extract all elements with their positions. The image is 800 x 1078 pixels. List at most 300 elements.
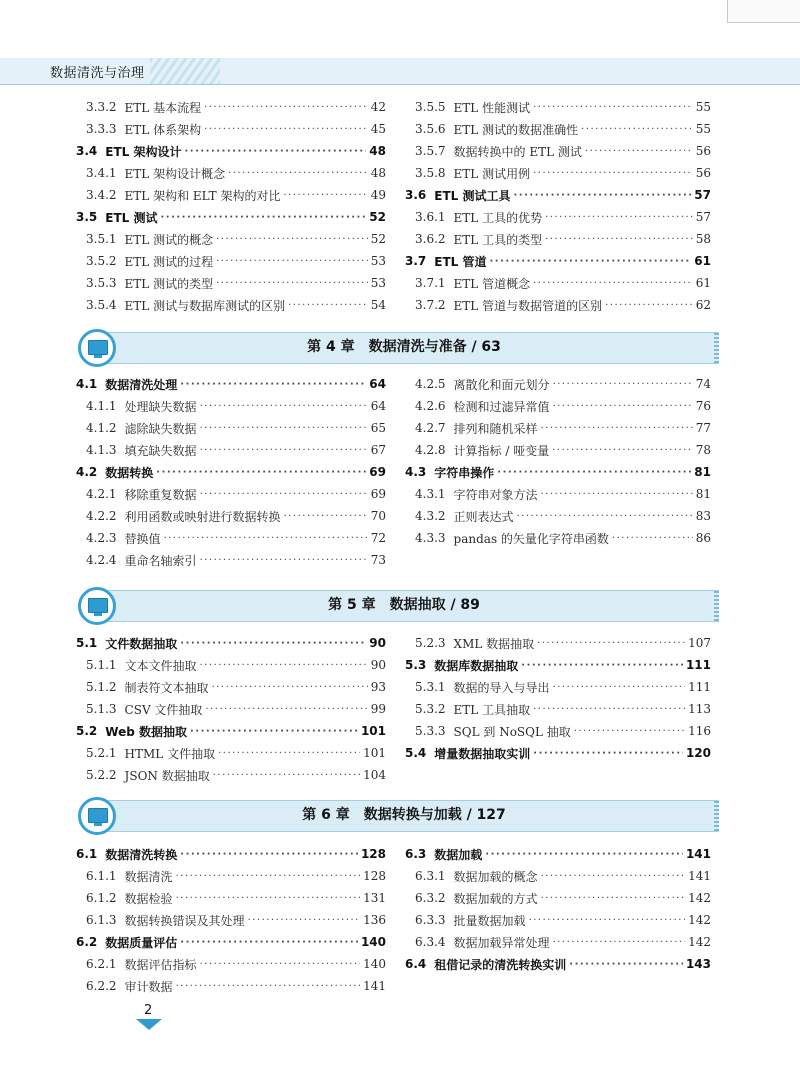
toc-entry-number: 6.3.2 (415, 891, 446, 905)
toc-subsection-entry (405, 865, 711, 887)
toc-leader-dots (574, 726, 685, 737)
toc-leader-dots (552, 445, 692, 456)
toc-section-entry (405, 461, 711, 483)
toc-subsection-entry (405, 118, 711, 140)
toc-leader-dots (581, 124, 693, 135)
toc-entry-number: 4.2.3 (86, 531, 117, 545)
page-tab-corner (727, 0, 800, 23)
toc-leader-dots (489, 256, 691, 267)
toc-leader-dots (533, 278, 693, 289)
toc-entry-number: 6.4 (405, 957, 427, 971)
toc-entry-page: 67 (370, 443, 386, 457)
toc-subsection-entry (405, 632, 711, 654)
toc-entry-number: 3.5.4 (86, 298, 117, 312)
toc-subsection-entry (405, 676, 711, 698)
toc-subsection-entry (405, 931, 711, 953)
toc-leader-dots (212, 682, 368, 693)
toc-entry-page: 48 (370, 166, 386, 180)
toc-entry-page: 113 (688, 702, 711, 716)
toc-entry-title: pandas 的矢量化字符串函数 (453, 531, 609, 546)
toc-entry-title: 排列和随机采样 (453, 421, 538, 436)
toc-subsection-entry (76, 549, 386, 571)
toc-entry-title: 正则表达式 (453, 509, 514, 524)
toc-subsection-entry (76, 294, 386, 316)
toc-subsection-entry (405, 272, 711, 294)
toc-leader-dots (200, 401, 368, 412)
toc-leader-dots (541, 893, 686, 904)
toc-leader-dots (200, 445, 368, 456)
toc-subsection-entry (405, 439, 711, 461)
toc-section-entry (76, 206, 386, 228)
toc-entry-number: 4.1 (76, 377, 98, 391)
toc-entry-title: 处理缺失数据 (124, 399, 197, 414)
toc-section-entry (405, 843, 711, 865)
toc-entry-title: ETL 测试的概念 (124, 232, 214, 247)
toc-section-entry (405, 953, 711, 975)
toc-leader-dots (283, 190, 367, 201)
toc-entry-title: 数据清洗转换 (105, 847, 178, 862)
toc-col-ch5-left (76, 632, 386, 786)
toc-subsection-entry (76, 395, 386, 417)
toc-leader-dots (529, 915, 686, 926)
toc-leader-dots (541, 423, 693, 434)
toc-entry-title: 数据加载的方式 (453, 891, 538, 906)
toc-subsection-entry (405, 228, 711, 250)
toc-entry-page: 131 (363, 891, 386, 905)
toc-leader-dots (517, 511, 693, 522)
toc-entry-title: ETL 测试的数据准确性 (453, 122, 579, 137)
toc-entry-title: 制表符文本抽取 (124, 680, 209, 695)
toc-section-entry (76, 931, 386, 953)
toc-entry-number: 6.2.2 (86, 979, 117, 993)
toc-entry-title: ETL 体系架构 (124, 122, 202, 137)
toc-entry-number: 6.3.4 (415, 935, 446, 949)
toc-subsection-entry (76, 676, 386, 698)
toc-leader-dots (545, 234, 693, 245)
toc-entry-number: 4.3.2 (415, 509, 446, 523)
toc-entry-number: 6.3 (405, 847, 427, 861)
toc-entry-page: 93 (370, 680, 386, 694)
toc-entry-page: 70 (370, 509, 386, 523)
toc-leader-dots (533, 102, 693, 113)
toc-subsection-entry (405, 206, 711, 228)
toc-leader-dots (216, 256, 368, 267)
toc-subsection-entry (76, 439, 386, 461)
toc-subsection-entry (76, 865, 386, 887)
toc-leader-dots (200, 959, 361, 970)
toc-subsection-entry (405, 395, 711, 417)
toc-entry-page: 57 (695, 210, 711, 224)
toc-entry-number: 3.5 (76, 210, 98, 224)
toc-entry-title: ETL 管道概念 (453, 276, 531, 291)
toc-col-ch4-left (76, 373, 386, 571)
toc-entry-page: 104 (363, 768, 386, 782)
toc-entry-number: 4.3.1 (415, 487, 446, 501)
toc-entry-number: 5.1.3 (86, 702, 117, 716)
toc-entry-page: 128 (363, 869, 386, 883)
toc-subsection-entry (405, 698, 711, 720)
toc-entry-title: 数据加载 (434, 847, 483, 862)
toc-entry-title: 增量数据抽取实训 (434, 746, 531, 761)
toc-entry-number: 5.3 (405, 658, 427, 672)
toc-entry-number: 4.1.1 (86, 399, 117, 413)
toc-subsection-entry (405, 96, 711, 118)
toc-entry-title: ETL 测试工具 (434, 188, 511, 203)
toc-entry-number: 4.2.2 (86, 509, 117, 523)
toc-entry-page: 64 (369, 377, 386, 391)
toc-leader-dots (218, 748, 360, 759)
toc-entry-title: 数据转换 (105, 465, 154, 480)
toc-leader-dots (553, 682, 686, 693)
toc-entry-number: 5.4 (405, 746, 427, 760)
toc-entry-page: 55 (695, 100, 711, 114)
toc-entry-title: 替换值 (124, 531, 161, 546)
toc-entry-number: 4.3 (405, 465, 427, 479)
toc-leader-dots (164, 533, 368, 544)
toc-leader-dots (204, 124, 368, 135)
toc-leader-dots (184, 146, 366, 157)
toc-subsection-entry (76, 505, 386, 527)
toc-entry-page: 74 (695, 377, 711, 391)
toc-leader-dots (513, 190, 691, 201)
toc-entry-page: 77 (695, 421, 711, 435)
toc-subsection-entry (76, 184, 386, 206)
toc-entry-number: 3.5.6 (415, 122, 446, 136)
toc-entry-title: ETL 测试的类型 (124, 276, 214, 291)
toc-entry-number: 5.3.1 (415, 680, 446, 694)
toc-entry-number: 5.3.3 (415, 724, 446, 738)
toc-entry-number: 4.2.1 (86, 487, 117, 501)
toc-entry-title: 数据清洗 (124, 869, 173, 884)
toc-entry-title: 检测和过滤异常值 (453, 399, 550, 414)
toc-section-entry (76, 720, 386, 742)
toc-leader-dots (533, 704, 685, 715)
toc-entry-number: 5.1.1 (86, 658, 117, 672)
toc-leader-dots (180, 937, 358, 948)
toc-entry-page: 64 (370, 399, 386, 413)
toc-subsection-entry (76, 272, 386, 294)
toc-entry-page: 81 (695, 487, 711, 501)
toc-entry-title: 文件数据抽取 (105, 636, 178, 651)
toc-entry-number: 3.6 (405, 188, 427, 202)
toc-col-ch5-right (405, 632, 711, 764)
toc-entry-title: ETL 测试的过程 (124, 254, 214, 269)
toc-leader-dots (213, 770, 360, 781)
chapter-4-banner (78, 329, 718, 367)
toc-section-entry (405, 250, 711, 272)
toc-entry-page: 56 (695, 166, 711, 180)
toc-entry-number: 3.4 (76, 144, 98, 158)
toc-leader-dots (205, 704, 367, 715)
chapter-5-banner (78, 587, 718, 625)
toc-entry-page: 101 (363, 746, 386, 760)
toc-col-ch6-left (76, 843, 386, 997)
toc-entry-title: Web 数据抽取 (105, 724, 187, 739)
toc-entry-page: 141 (688, 869, 711, 883)
toc-entry-number: 5.2.3 (415, 636, 446, 650)
toc-leader-dots (228, 168, 368, 179)
toc-entry-number: 3.3.3 (86, 122, 117, 136)
toc-entry-page: 128 (360, 847, 386, 861)
toc-entry-number: 4.2.8 (415, 443, 446, 457)
toc-leader-dots (160, 212, 366, 223)
toc-leader-dots (284, 511, 368, 522)
toc-subsection-entry (405, 720, 711, 742)
toc-entry-page: 58 (695, 232, 711, 246)
toc-entry-number: 6.1.2 (86, 891, 117, 905)
toc-leader-dots (545, 212, 693, 223)
running-header-title: 数据清洗与治理 (50, 66, 145, 81)
toc-entry-number: 3.3.2 (86, 100, 117, 114)
toc-entry-page: 52 (370, 232, 386, 246)
toc-subsection-entry (76, 483, 386, 505)
page-marker-triangle-icon (136, 1019, 162, 1030)
toc-entry-page: 142 (688, 935, 711, 949)
toc-entry-page: 81 (694, 465, 711, 479)
toc-entry-number: 3.6.1 (415, 210, 446, 224)
toc-leader-dots (180, 638, 366, 649)
page-number: 2 (144, 1003, 153, 1018)
toc-entry-title: ETL 管道 (434, 254, 487, 269)
toc-entry-title: 数据转换错误及其处理 (124, 913, 245, 928)
toc-entry-page: 61 (695, 276, 711, 290)
toc-leader-dots (248, 915, 361, 926)
toc-entry-title: ETL 架构设计概念 (124, 166, 226, 181)
toc-section-entry (76, 632, 386, 654)
toc-entry-page: 140 (360, 935, 386, 949)
toc-entry-title: 滤除缺失数据 (124, 421, 197, 436)
toc-entry-page: 99 (370, 702, 386, 716)
toc-entry-page: 111 (688, 680, 711, 694)
toc-entry-page: 90 (369, 636, 386, 650)
toc-leader-dots (533, 748, 683, 759)
toc-subsection-entry (405, 162, 711, 184)
toc-entry-title: 批量数据加载 (453, 913, 526, 928)
toc-entry-title: CSV 文件抽取 (124, 702, 203, 717)
toc-entry-page: 53 (370, 254, 386, 268)
toc-section-entry (405, 742, 711, 764)
toc-leader-dots (541, 489, 693, 500)
toc-subsection-entry (76, 654, 386, 676)
toc-entry-page: 57 (694, 188, 711, 202)
toc-entry-number: 6.1.1 (86, 869, 117, 883)
toc-subsection-entry (405, 527, 711, 549)
toc-entry-title: 数据的导入与导出 (453, 680, 550, 695)
toc-leader-dots (180, 379, 366, 390)
toc-entry-number: 5.1 (76, 636, 98, 650)
toc-leader-dots (200, 555, 368, 566)
toc-entry-page: 62 (695, 298, 711, 312)
toc-entry-title: ETL 测试用例 (453, 166, 531, 181)
toc-leader-dots (288, 300, 368, 311)
toc-entry-number: 4.1.3 (86, 443, 117, 457)
toc-leader-dots (216, 234, 368, 245)
toc-subsection-entry (405, 294, 711, 316)
toc-entry-title: 数据清洗处理 (105, 377, 178, 392)
toc-entry-title: 数据库数据抽取 (434, 658, 519, 673)
toc-entry-title: 离散化和面元划分 (453, 377, 550, 392)
toc-leader-dots (485, 849, 683, 860)
toc-entry-title: 审计数据 (124, 979, 173, 994)
toc-col-block1-right (405, 96, 711, 316)
toc-entry-number: 4.2 (76, 465, 98, 479)
toc-entry-page: 78 (695, 443, 711, 457)
toc-entry-number: 3.7 (405, 254, 427, 268)
toc-entry-number: 3.5.2 (86, 254, 117, 268)
toc-subsection-entry (405, 373, 711, 395)
toc-leader-dots (216, 278, 368, 289)
toc-entry-page: 56 (695, 144, 711, 158)
toc-entry-page: 65 (370, 421, 386, 435)
toc-entry-title: 重命名轴索引 (124, 553, 197, 568)
toc-section-entry (76, 843, 386, 865)
toc-leader-dots (533, 168, 693, 179)
toc-entry-number: 3.4.2 (86, 188, 117, 202)
toc-entry-number: 6.1 (76, 847, 98, 861)
toc-subsection-entry (405, 417, 711, 439)
toc-entry-page: 111 (685, 658, 711, 672)
toc-subsection-entry (76, 118, 386, 140)
toc-entry-number: 4.2.5 (415, 377, 446, 391)
chapter-5-title: 第 5 章 数据抽取 / 89 (328, 597, 480, 613)
toc-entry-title: 字符串对象方法 (453, 487, 538, 502)
toc-leader-dots (204, 102, 368, 113)
toc-entry-title: SQL 到 NoSQL 抽取 (453, 724, 571, 739)
toc-leader-dots (176, 871, 361, 882)
toc-entry-number: 6.1.3 (86, 913, 117, 927)
toc-entry-title: ETL 管道与数据管道的区别 (453, 298, 603, 313)
toc-leader-dots (585, 146, 693, 157)
toc-entry-page: 107 (688, 636, 711, 650)
toc-entry-page: 141 (685, 847, 711, 861)
toc-entry-number: 5.2.2 (86, 768, 117, 782)
toc-entry-title: ETL 工具的类型 (453, 232, 543, 247)
toc-entry-page: 142 (688, 913, 711, 927)
toc-subsection-entry (405, 140, 711, 162)
toc-entry-page: 86 (695, 531, 711, 545)
toc-entry-page: 61 (694, 254, 711, 268)
toc-entry-title: ETL 架构和 ELT 架构的对比 (124, 188, 281, 203)
toc-entry-title: 字符串操作 (434, 465, 495, 480)
chapter-6-title: 第 6 章 数据转换与加载 / 127 (302, 807, 506, 823)
chapter-4-title: 第 4 章 数据清洗与准备 / 63 (307, 339, 501, 355)
toc-leader-dots (553, 401, 693, 412)
toc-entry-page: 90 (370, 658, 386, 672)
toc-entry-title: 利用函数或映射进行数据转换 (124, 509, 281, 524)
toc-entry-page: 76 (695, 399, 711, 413)
toc-entry-page: 141 (363, 979, 386, 993)
toc-entry-page: 69 (370, 487, 386, 501)
toc-subsection-entry (76, 975, 386, 997)
toc-entry-title: 租借记录的清洗转换实训 (434, 957, 567, 972)
toc-entry-page: 116 (688, 724, 711, 738)
toc-leader-dots (156, 467, 366, 478)
toc-leader-dots (612, 533, 693, 544)
toc-leader-dots (553, 937, 686, 948)
toc-leader-dots (541, 871, 686, 882)
toc-entry-number: 5.2 (76, 724, 98, 738)
toc-entry-page: 54 (370, 298, 386, 312)
toc-leader-dots (200, 660, 368, 671)
toc-entry-title: 计算指标 / 哑变量 (453, 443, 550, 458)
chapter-6-banner (78, 797, 718, 835)
toc-leader-dots (537, 638, 685, 649)
toc-entry-page: 48 (369, 144, 386, 158)
toc-entry-title: 填充缺失数据 (124, 443, 197, 458)
toc-entry-page: 101 (360, 724, 386, 738)
toc-entry-number: 6.2 (76, 935, 98, 949)
toc-subsection-entry (76, 742, 386, 764)
toc-leader-dots (553, 379, 693, 390)
toc-entry-title: 数据质量评估 (105, 935, 178, 950)
toc-subsection-entry (76, 887, 386, 909)
toc-col-block1-left (76, 96, 386, 316)
toc-subsection-entry (405, 483, 711, 505)
toc-leader-dots (569, 959, 683, 970)
toc-entry-number: 3.7.1 (415, 276, 446, 290)
toc-entry-title: XML 数据抽取 (453, 636, 535, 651)
toc-subsection-entry (76, 527, 386, 549)
toc-entry-title: 移除重复数据 (124, 487, 197, 502)
toc-leader-dots (521, 660, 683, 671)
toc-section-entry (76, 461, 386, 483)
toc-entry-page: 136 (363, 913, 386, 927)
toc-entry-number: 5.1.2 (86, 680, 117, 694)
toc-subsection-entry (76, 96, 386, 118)
toc-entry-title: HTML 文件抽取 (124, 746, 216, 761)
toc-col-ch6-right (405, 843, 711, 975)
toc-entry-title: ETL 测试与数据库测试的区别 (124, 298, 286, 313)
toc-entry-title: JSON 数据抽取 (124, 768, 210, 783)
toc-entry-number: 3.4.1 (86, 166, 117, 180)
toc-entry-page: 55 (695, 122, 711, 136)
toc-subsection-entry (76, 909, 386, 931)
toc-entry-number: 6.3.3 (415, 913, 446, 927)
toc-section-entry (405, 654, 711, 676)
toc-subsection-entry (76, 953, 386, 975)
toc-entry-number: 6.2.1 (86, 957, 117, 971)
toc-entry-page: 53 (370, 276, 386, 290)
toc-entry-number: 4.2.6 (415, 399, 446, 413)
toc-entry-number: 4.2.7 (415, 421, 446, 435)
toc-entry-page: 69 (369, 465, 386, 479)
toc-entry-page: 49 (370, 188, 386, 202)
toc-entry-title: ETL 测试 (105, 210, 158, 225)
toc-entry-number: 5.3.2 (415, 702, 446, 716)
toc-leader-dots (180, 849, 358, 860)
toc-entry-number: 3.5.5 (415, 100, 446, 114)
toc-subsection-entry (76, 162, 386, 184)
toc-entry-number: 3.5.8 (415, 166, 446, 180)
toc-entry-page: 142 (688, 891, 711, 905)
toc-entry-page: 45 (370, 122, 386, 136)
toc-entry-title: 数据检验 (124, 891, 173, 906)
toc-entry-title: ETL 性能测试 (453, 100, 531, 115)
toc-entry-number: 3.7.2 (415, 298, 446, 312)
toc-subsection-entry (76, 698, 386, 720)
toc-section-entry (76, 373, 386, 395)
toc-entry-title: 数据加载的概念 (453, 869, 538, 884)
toc-entry-title: ETL 基本流程 (124, 100, 202, 115)
toc-subsection-entry (76, 228, 386, 250)
toc-entry-title: 数据加载异常处理 (453, 935, 550, 950)
toc-entry-page: 42 (370, 100, 386, 114)
toc-section-entry (405, 184, 711, 206)
toc-subsection-entry (76, 764, 386, 786)
toc-leader-dots (176, 981, 361, 992)
toc-entry-page: 73 (370, 553, 386, 567)
toc-entry-title: 数据转换中的 ETL 测试 (453, 144, 582, 159)
